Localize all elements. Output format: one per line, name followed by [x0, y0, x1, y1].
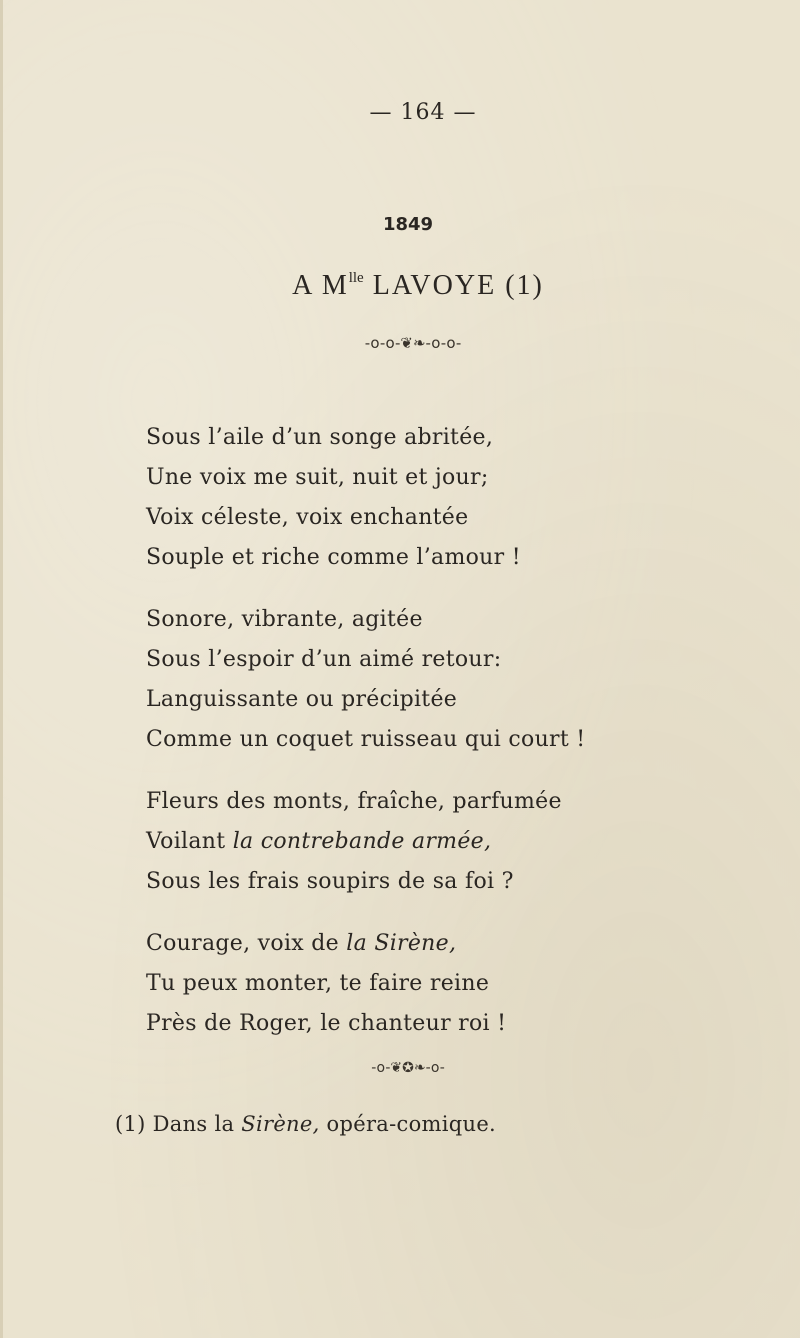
title-suffix: LAVOYE (1) — [363, 270, 544, 301]
stanza-4 — [146, 924, 786, 1044]
poem-line: Sous les frais soupirs de sa foi ? — [146, 869, 514, 894]
poem-line-italic: la Sirène, — [346, 931, 457, 956]
poem-line: Sous l’espoir d’un aimé retour: — [146, 647, 502, 672]
poem-body — [146, 418, 786, 1044]
poem-line: Sonore, vibrante, agitée — [146, 607, 423, 632]
footnote-text: (1) Dans la — [115, 1112, 242, 1136]
title-prefix: A M — [292, 270, 349, 301]
footnote-italic: Sirène, — [241, 1112, 320, 1136]
poem-line — [146, 822, 786, 862]
poem-line-text: Courage, voix de — [146, 931, 347, 956]
stanza-3 — [146, 782, 786, 902]
poem-line: Près de Roger, le chanteur roi ! — [146, 1011, 507, 1036]
title-superscript: lle — [348, 270, 364, 286]
poem-line: Une voix me suit, nuit et jour; — [146, 465, 489, 490]
ornament-top-icon: -o-o-❦❧-o-o- — [364, 334, 462, 352]
poem-line: Tu peux monter, te faire reine — [146, 971, 490, 996]
footnote — [115, 1112, 755, 1136]
poem-line: Fleurs des monts, fraîche, parfumée — [146, 789, 562, 814]
poem-line: Languissante ou précipitée — [146, 687, 458, 712]
poem-line: Sous l’aile d’un songe abritée, — [146, 425, 494, 450]
ornament-bottom-icon: -o-❦✪❧-o- — [371, 1060, 445, 1076]
poem-line-text: Voilant — [146, 829, 233, 854]
page-number: — 164 — — [369, 100, 477, 125]
poem-line — [146, 924, 786, 964]
stanza-1 — [146, 418, 786, 578]
poem-title — [3, 270, 800, 302]
poem-year: 1849 — [382, 214, 434, 235]
stanza-2 — [146, 600, 786, 760]
poem-line-italic: la contrebande armée, — [232, 829, 492, 854]
poem-line: Souple et riche comme l’amour ! — [146, 545, 521, 570]
poem-line: Voix céleste, voix enchantée — [146, 505, 469, 530]
poem-line: Comme un coquet ruisseau qui court ! — [146, 727, 586, 752]
footnote-text: opéra-comique. — [319, 1112, 497, 1136]
